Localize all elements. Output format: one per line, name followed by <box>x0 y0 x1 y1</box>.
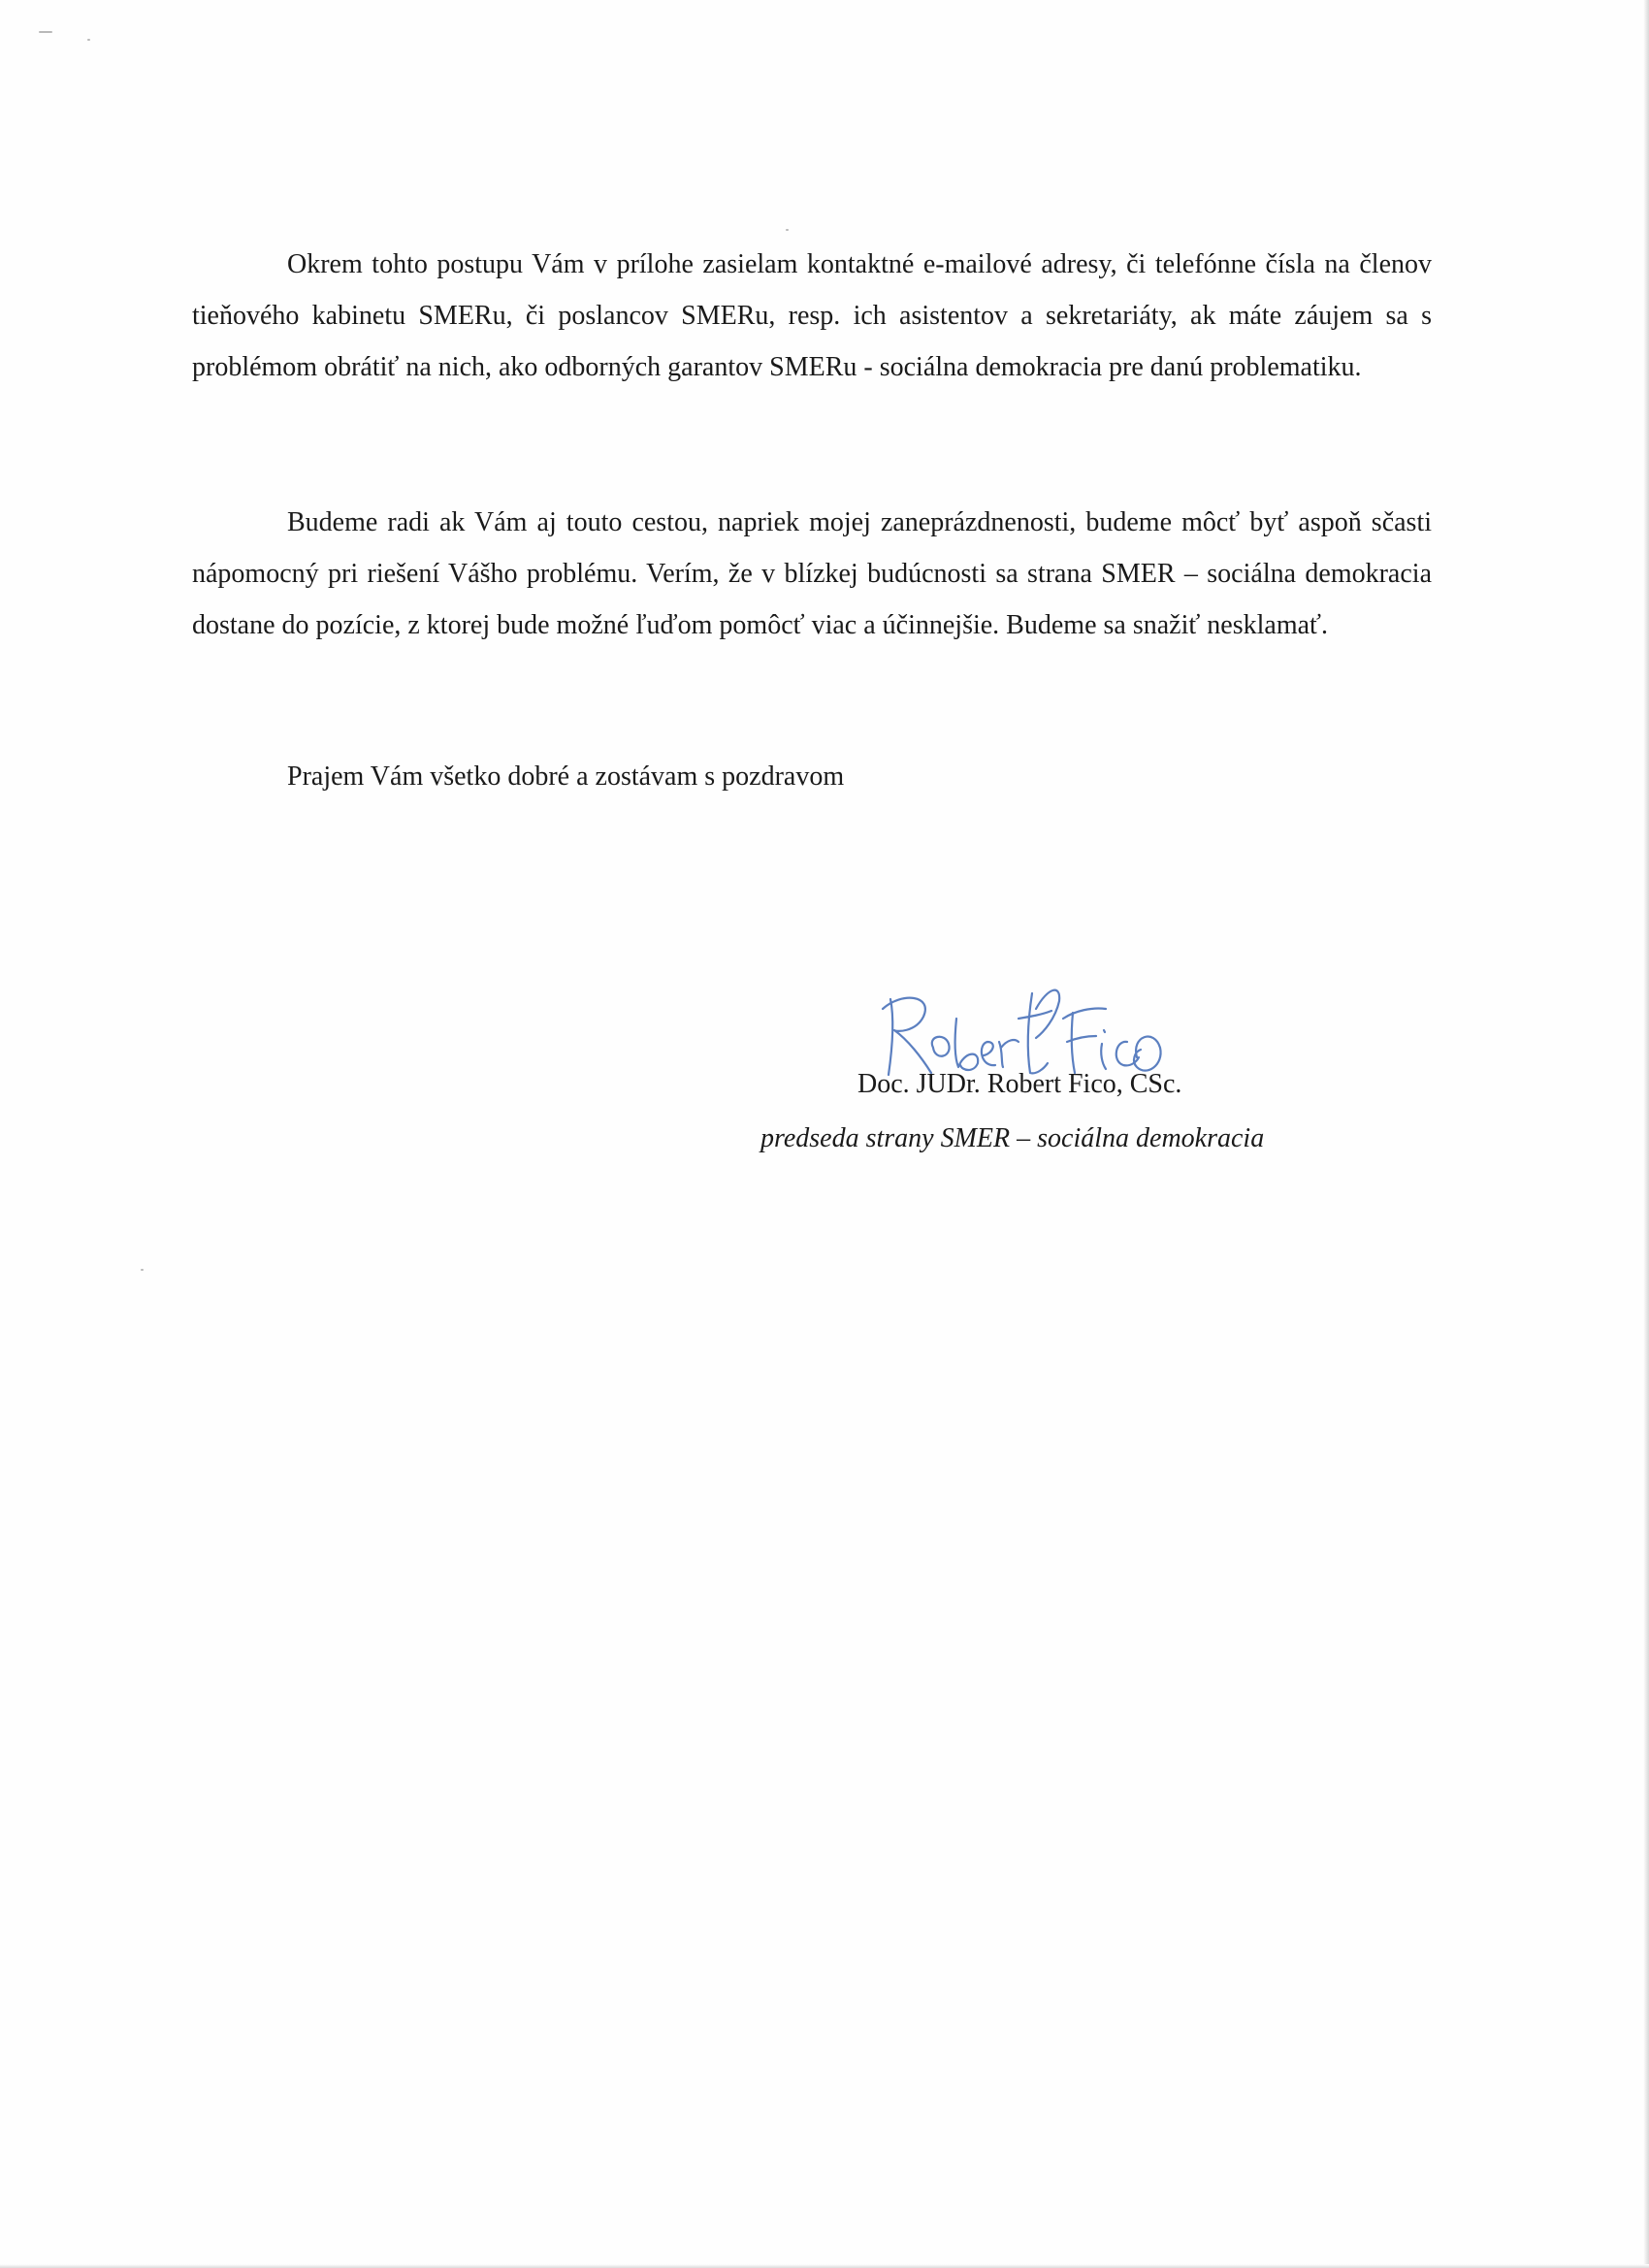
signer-name: Doc. JUDr. Robert Fico, CSc. <box>857 1069 1182 1099</box>
paragraph-text: Prajem Vám všetko dobré a zostávam s pozdravom <box>287 761 845 792</box>
letter-paragraph-2 <box>192 497 1432 651</box>
scan-edge-bottom-shadow <box>0 2264 1649 2268</box>
scan-speck <box>141 1269 144 1271</box>
letter-paragraph-1 <box>192 239 1432 393</box>
scan-speck <box>87 39 90 41</box>
signer-title: predseda strany SMER – sociálna demokracia <box>760 1123 1265 1153</box>
letter-closing <box>192 751 1432 802</box>
paragraph-text: Budeme radi ak Vám aj touto cestou, napriek mojej zaneprázdnenosti, budeme môcť byť aspoň sčasti nápomocný pri riešení Vášho problému. Verím, že v blízkej budúcnosti sa strana SMER – sociálna demokracia dostane do pozície, z ktorej bude možné ľuďom pomôcť viac a účinnejšie. Budeme sa snažiť nesklamať. <box>192 507 1432 640</box>
scan-edge-shadow <box>1643 0 1649 2268</box>
scan-speck <box>786 229 789 231</box>
paragraph-text: Okrem tohto postupu Vám v prílohe zasielam kontaktné e-mailové adresy, či telefónne čísla na členov tieňového kabinetu SMERu, či poslancov SMERu, resp. ich asistentov a sekretariáty, ak máte záujem sa s problémom obrátiť na nich, ako odborných garantov SMERu - sociálna demokracia pre danú problematiku. <box>192 249 1432 382</box>
scan-speck <box>39 31 52 33</box>
